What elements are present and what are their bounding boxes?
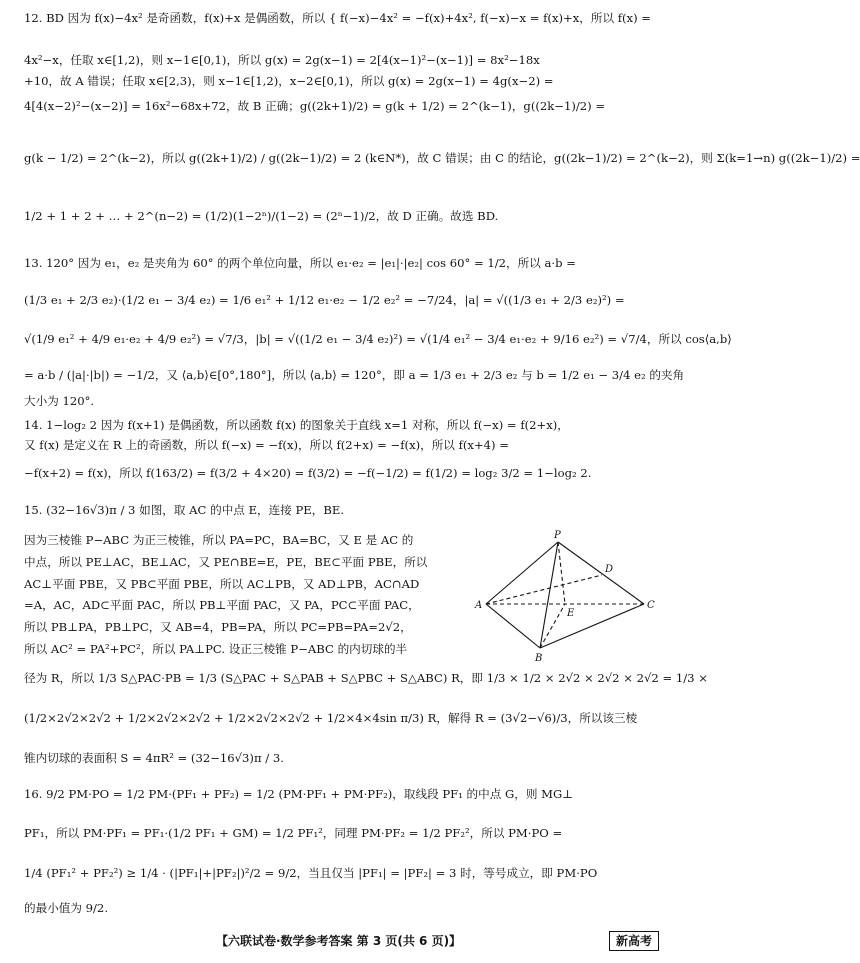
label-b: B — [535, 653, 543, 664]
q16-line-4: 的最小值为 9/2. — [24, 901, 108, 915]
q15-line-4: AC⊥平面 PBE，又 PB⊂平面 PBE，所以 AC⊥PB，又 AD⊥PB，AC∩AD — [24, 577, 420, 591]
q15-line-5: =A，AC，AD⊂平面 PAC，所以 PB⊥平面 PAC，又 PA，PC⊂平面 PAC， — [24, 598, 420, 612]
q15-line-1: 15. (32−16√3)π / 3 如图，取 AC 的中点 E，连接 PE，BE. — [24, 503, 345, 517]
q15-line-8: 径为 R，所以 1/3 S△PAC·PB = 1/3 (S△PAC + S△PAB + S△PBC + S△ABC) R，即 1/3 × 1/2 × 2√2 × 2√2 × 2√2 = 1/3 × — [24, 671, 708, 685]
label-d: D — [605, 564, 614, 575]
label-c: C — [647, 600, 655, 611]
q16-line-2: PF₁，所以 PM·PF₁ = PF₁·(1/2 PF₁ + GM) = 1/2 PF₁²，同理 PM·PF₂ = 1/2 PF₂²，所以 PM·PO = — [24, 826, 563, 840]
q15-line-10: 锥内切球的表面积 S = 4πR² = (32−16√3)π / 3. — [24, 751, 284, 765]
q16-line-1: 16. 9/2 PM·PO = 1/2 PM·(PF₁ + PF₂) = 1/2 (PM·PF₁ + PM·PF₂)，取线段 PF₁ 的中点 G，则 MG⊥ — [24, 787, 574, 801]
q12-line-6: 1/2 + 1 + 2 + … + 2^(n−2) = (1/2)(1−2ⁿ)/(1−2) = (2ⁿ−1)/2，故 D 正确。故选 BD. — [24, 209, 499, 223]
q12-line-3: +10，故 A 错误；任取 x∈[2,3)，则 x−1∈[1,2)，x−2∈[0,1)，所以 g(x) = 2g(x−1) = 4g(x−2) = — [24, 74, 554, 88]
edition-badge: 新高考 — [609, 931, 659, 951]
q12-line-4: 4[4(x−2)²−(x−2)] = 16x²−68x+72，故 B 正确；g((2k+1)/2) = g(k + 1/2) = 2^(k−1)，g((2k−1)/2) = — [24, 99, 606, 113]
q12-line-1: 12. BD 因为 f(x)−4x² 是奇函数，f(x)+x 是偶函数，所以 { f(−x)−4x² = −f(x)+4x², f(−x)−x = f(x)+x，所以 f(x) = — [24, 11, 652, 25]
q15-line-2: 因为三棱锥 P−ABC 为正三棱锥，所以 PA=PC，BA=BC，又 E 是 AC 的 — [24, 533, 414, 547]
q15-line-3: 中点，所以 PE⊥AC，BE⊥AC，又 PE∩BE=E，PE，BE⊂平面 PBE，所以 — [24, 555, 428, 569]
q13-line-1: 13. 120° 因为 e₁，e₂ 是夹角为 60° 的两个单位向量，所以 e₁·e₂ = |e₁|·|e₂| cos 60° = 1/2，所以 a·b = — [24, 256, 576, 270]
label-e: E — [567, 608, 575, 619]
q14-line-3: −f(x+2) = f(x)，所以 f(163/2) = f(3/2 + 4×20) = f(3/2) = −f(−1/2) = f(1/2) = log₂ 3/2 = 1−log₂ 2. — [24, 466, 592, 480]
edge-pc — [558, 542, 644, 604]
edge-pb — [540, 542, 558, 648]
tetrahedron-figure — [474, 528, 660, 668]
q15-line-6: 所以 PB⊥PA，PB⊥PC，又 AB=4，PB=PA，所以 PC=PB=PA=2√2， — [24, 620, 412, 634]
edge-bc — [540, 604, 644, 648]
q16-line-3: 1/4 (PF₁² + PF₂²) ≥ 1/4 · (|PF₁|+|PF₂|)²/2 = 9/2，当且仅当 |PF₁| = |PF₂| = 3 时，等号成立，即 PM·PO — [24, 866, 598, 880]
q13-line-4: = a·b / (|a|·|b|) = −1/2，又 ⟨a,b⟩∈[0°,180°]，所以 ⟨a,b⟩ = 120°，即 a = 1/3 e₁ + 2/3 e₂ 与 b = 1/2 e₁ − 3/4 e₂ 的夹角 — [24, 368, 685, 382]
page-footer: 【六联试卷·数学参考答案 第 3 页(共 6 页)】 — [215, 934, 462, 948]
edge-ab — [486, 604, 540, 648]
q13-line-5: 大小为 120°. — [24, 394, 95, 408]
q15-line-7: 所以 AC² = PA²+PC²，所以 PA⊥PC. 设正三棱锥 P−ABC 的内切球的半 — [24, 642, 408, 656]
q14-line-1: 14. 1−log₂ 2 因为 f(x+1) 是偶函数，所以函数 f(x) 的图象关于直线 x=1 对称，所以 f(−x) = f(2+x)， — [24, 418, 569, 432]
q12-line-5: g(k − 1/2) = 2^(k−2)，所以 g((2k+1)/2) / g((2k−1)/2) = 2 (k∈N*)，故 C 错误；由 C 的结论，g((2k−1)/2) = 2^(k−2)，则 Σ(k=1→n) g((2k−1)/2) = — [24, 151, 860, 165]
segment-pe — [558, 542, 565, 604]
label-a: A — [475, 600, 483, 611]
q12-line-2: 4x²−x，任取 x∈[1,2)，则 x−1∈[0,1)，所以 g(x) = 2g(x−1) = 2[4(x−1)²−(x−1)] = 8x²−18x — [24, 53, 540, 67]
q13-line-2: (1/3 e₁ + 2/3 e₂)·(1/2 e₁ − 3/4 e₂) = 1/6 e₁² + 1/12 e₁·e₂ − 1/2 e₂² = −7/24，|a| = √((1/3 e₁ + 2/3 e₂)²) = — [24, 293, 625, 307]
q15-line-9: (1/2×2√2×2√2 + 1/2×2√2×2√2 + 1/2×2√2×2√2 + 1/2×4×4sin π/3) R，解得 R = (3√2−√6)/3，所以该三棱 — [24, 711, 638, 725]
label-p: P — [554, 530, 561, 541]
q13-line-3: √(1/9 e₁² + 4/9 e₁·e₂ + 4/9 e₂²) = √7/3，|b| = √((1/2 e₁ − 3/4 e₂)²) = √(1/4 e₁² − 3/4 e₁·e₂ + 9/16 e₂²) = √7/4，所以 cos⟨a,b⟩ — [24, 332, 732, 346]
q14-line-2: 又 f(x) 是定义在 R 上的奇函数，所以 f(−x) = −f(x)，所以 f(2+x) = −f(x)，所以 f(x+4) = — [24, 438, 509, 452]
